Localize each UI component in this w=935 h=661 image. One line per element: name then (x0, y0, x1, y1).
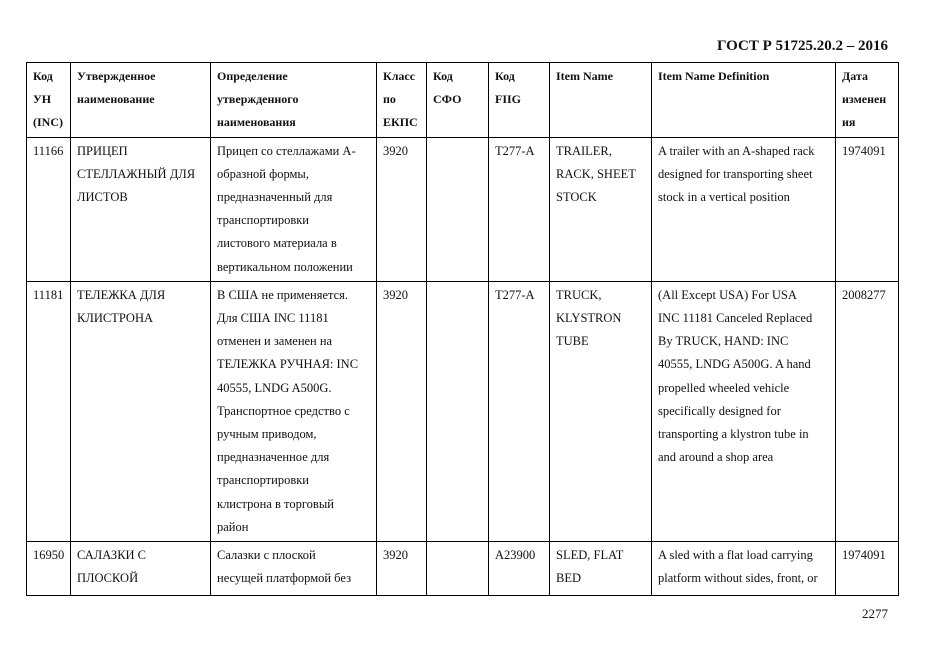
cell-item-name-definition (652, 137, 836, 281)
col-header-approved-name (71, 63, 211, 138)
cell-text-line: утвержденного (217, 92, 299, 107)
cell-inc (27, 281, 71, 541)
cell-text-line: FIIG (495, 92, 522, 107)
cell-text-line: клистрона в торговый (217, 496, 334, 511)
cell-text-line: INC 11181 Canceled Replaced (658, 311, 813, 326)
cell-text-line: ПРИЦЕП (77, 143, 128, 158)
cell-change-date (836, 137, 899, 281)
cell-fiig (489, 281, 550, 541)
cell-text-line: САЛАЗКИ С (77, 548, 147, 563)
cell-sfo (427, 281, 489, 541)
cell-class (377, 281, 427, 541)
cell-approved-name (71, 281, 211, 541)
data-table (26, 62, 899, 596)
cell-definition (211, 281, 377, 541)
cell-text-line: наименования (217, 115, 296, 130)
table-row (27, 281, 899, 541)
cell-text-line: A23900 (495, 548, 536, 563)
cell-change-date (836, 542, 899, 596)
cell-text-line: УН (33, 92, 52, 107)
cell-text-line: листового материала в (217, 236, 337, 251)
cell-text-line: ТЕЛЕЖКА РУЧНАЯ: INC (217, 357, 359, 372)
cell-text-line: Код (33, 69, 53, 83)
standard-header: ГОСТ Р 51725.20.2 – 2016 (716, 38, 888, 54)
cell-text-line: platform without sides, front, or (658, 571, 818, 586)
cell-fiig (489, 542, 550, 596)
cell-text-line: Утвержденное (77, 69, 156, 83)
cell-text-line: 3920 (383, 287, 408, 302)
cell-text-line: Item Name (556, 69, 613, 83)
cell-text-line: 2008277 (842, 287, 886, 302)
page-number: 2277 (862, 606, 888, 621)
col-header-change-date (836, 63, 899, 138)
cell-text-line: отменен и заменен на (217, 334, 333, 349)
cell-sfo (427, 137, 489, 281)
cell-text-line: (All Except USA) For USA (658, 287, 797, 302)
col-header-fiig (489, 63, 550, 138)
cell-text-line: KLYSTRON (556, 311, 622, 326)
cell-text-line: ия (842, 115, 856, 130)
cell-text-line: ПЛОСКОЙ (77, 571, 139, 586)
cell-text-line: Прицеп со стеллажами А- (217, 143, 356, 158)
cell-approved-name (71, 137, 211, 281)
cell-text-line: 40555, LNDG A500G. A hand (658, 357, 811, 372)
cell-text-line: несущей платформой без (217, 571, 352, 586)
cell-text-line: транспортировки (217, 473, 309, 488)
cell-approved-name (71, 542, 211, 596)
cell-text-line: предназначенное для (217, 450, 330, 465)
col-header-item-name-definition (652, 63, 836, 138)
col-header-class (377, 63, 427, 138)
cell-text-line: предназначенный для (217, 190, 333, 205)
cell-text-line: transporting a klystron tube in (658, 427, 809, 442)
table-row (27, 542, 899, 596)
cell-text-line: транспортировки (217, 213, 309, 228)
cell-text-line: ручным приводом, (217, 427, 317, 442)
cell-text-line: 3920 (383, 143, 408, 158)
cell-text-line: Определение (217, 69, 288, 83)
cell-text-line: 40555, LNDG A500G. (217, 380, 332, 395)
cell-text-line: Класс (383, 69, 416, 83)
cell-text-line: СТЕЛЛАЖНЫЙ ДЛЯ (77, 166, 196, 181)
cell-text-line: наименование (77, 92, 155, 107)
cell-text-line: В США не применяется. (217, 287, 349, 302)
cell-text-line: RACK, SHEET (556, 166, 636, 181)
cell-text-line: TRAILER, (556, 143, 612, 158)
cell-item-name-definition (652, 281, 836, 541)
cell-text-line: ЕКПС (383, 115, 418, 130)
table-row (27, 137, 899, 281)
cell-text-line: изменен (842, 92, 887, 107)
cell-text-line: Код (495, 69, 515, 83)
cell-text-line: SLED, FLAT (556, 548, 624, 563)
cell-text-line: Код (433, 69, 453, 83)
cell-text-line: A sled with a flat load carrying (658, 548, 813, 563)
cell-text-line: 3920 (383, 548, 408, 563)
cell-text-line: (INC) (33, 115, 63, 130)
cell-text-line: образной формы, (217, 166, 309, 181)
cell-text-line: 1974091 (842, 143, 886, 158)
cell-item-name (550, 281, 652, 541)
col-header-item-name (550, 63, 652, 138)
cell-text-line: 16950 (33, 548, 65, 563)
cell-text-line: and around a shop area (658, 450, 774, 465)
cell-text-line: TRUCK, (556, 287, 602, 302)
cell-text-line: Дата (842, 69, 868, 83)
cell-text-line: ЛИСТОВ (77, 190, 128, 205)
cell-text-line: STOCK (556, 190, 597, 205)
cell-text-line: 11181 (33, 287, 64, 302)
cell-text-line: район (217, 519, 249, 534)
cell-class (377, 137, 427, 281)
cell-item-name-definition (652, 542, 836, 596)
cell-sfo (427, 542, 489, 596)
cell-text-line: stock in a vertical position (658, 190, 790, 205)
cell-text-line: T277-A (495, 143, 535, 158)
cell-text-line: Транспортное средство с (217, 403, 350, 418)
cell-definition (211, 137, 377, 281)
cell-text-line: КЛИСТРОНА (77, 311, 154, 326)
cell-text-line: propelled wheeled vehicle (658, 380, 790, 395)
cell-text-line: вертикальном положении (217, 259, 353, 274)
cell-text-line: Для США INC 11181 (217, 311, 329, 326)
cell-text-line: By TRUCK, HAND: INC (658, 334, 789, 349)
cell-item-name (550, 137, 652, 281)
cell-definition (211, 542, 377, 596)
col-header-sfo (427, 63, 489, 138)
cell-class (377, 542, 427, 596)
cell-text-line: TUBE (556, 334, 589, 349)
cell-fiig (489, 137, 550, 281)
cell-text-line: A trailer with an A-shaped rack (658, 143, 815, 158)
cell-text-line: designed for transporting sheet (658, 166, 813, 181)
cell-text-line: T277-A (495, 287, 535, 302)
cell-inc (27, 542, 71, 596)
cell-change-date (836, 281, 899, 541)
cell-inc (27, 137, 71, 281)
cell-text-line: specifically designed for (658, 403, 781, 418)
table-header-row (27, 63, 899, 138)
cell-text-line: Салазки с плоской (217, 548, 316, 563)
col-header-definition (211, 63, 377, 138)
cell-text-line: BED (556, 571, 581, 586)
cell-text-line: 11166 (33, 143, 64, 158)
cell-text-line: СФО (433, 92, 462, 107)
cell-item-name (550, 542, 652, 596)
col-header-inc (27, 63, 71, 138)
cell-text-line: по (383, 92, 396, 107)
cell-text-line: ТЕЛЕЖКА ДЛЯ (77, 287, 166, 302)
cell-text-line: Item Name Definition (658, 69, 770, 83)
cell-text-line: 1974091 (842, 548, 886, 563)
